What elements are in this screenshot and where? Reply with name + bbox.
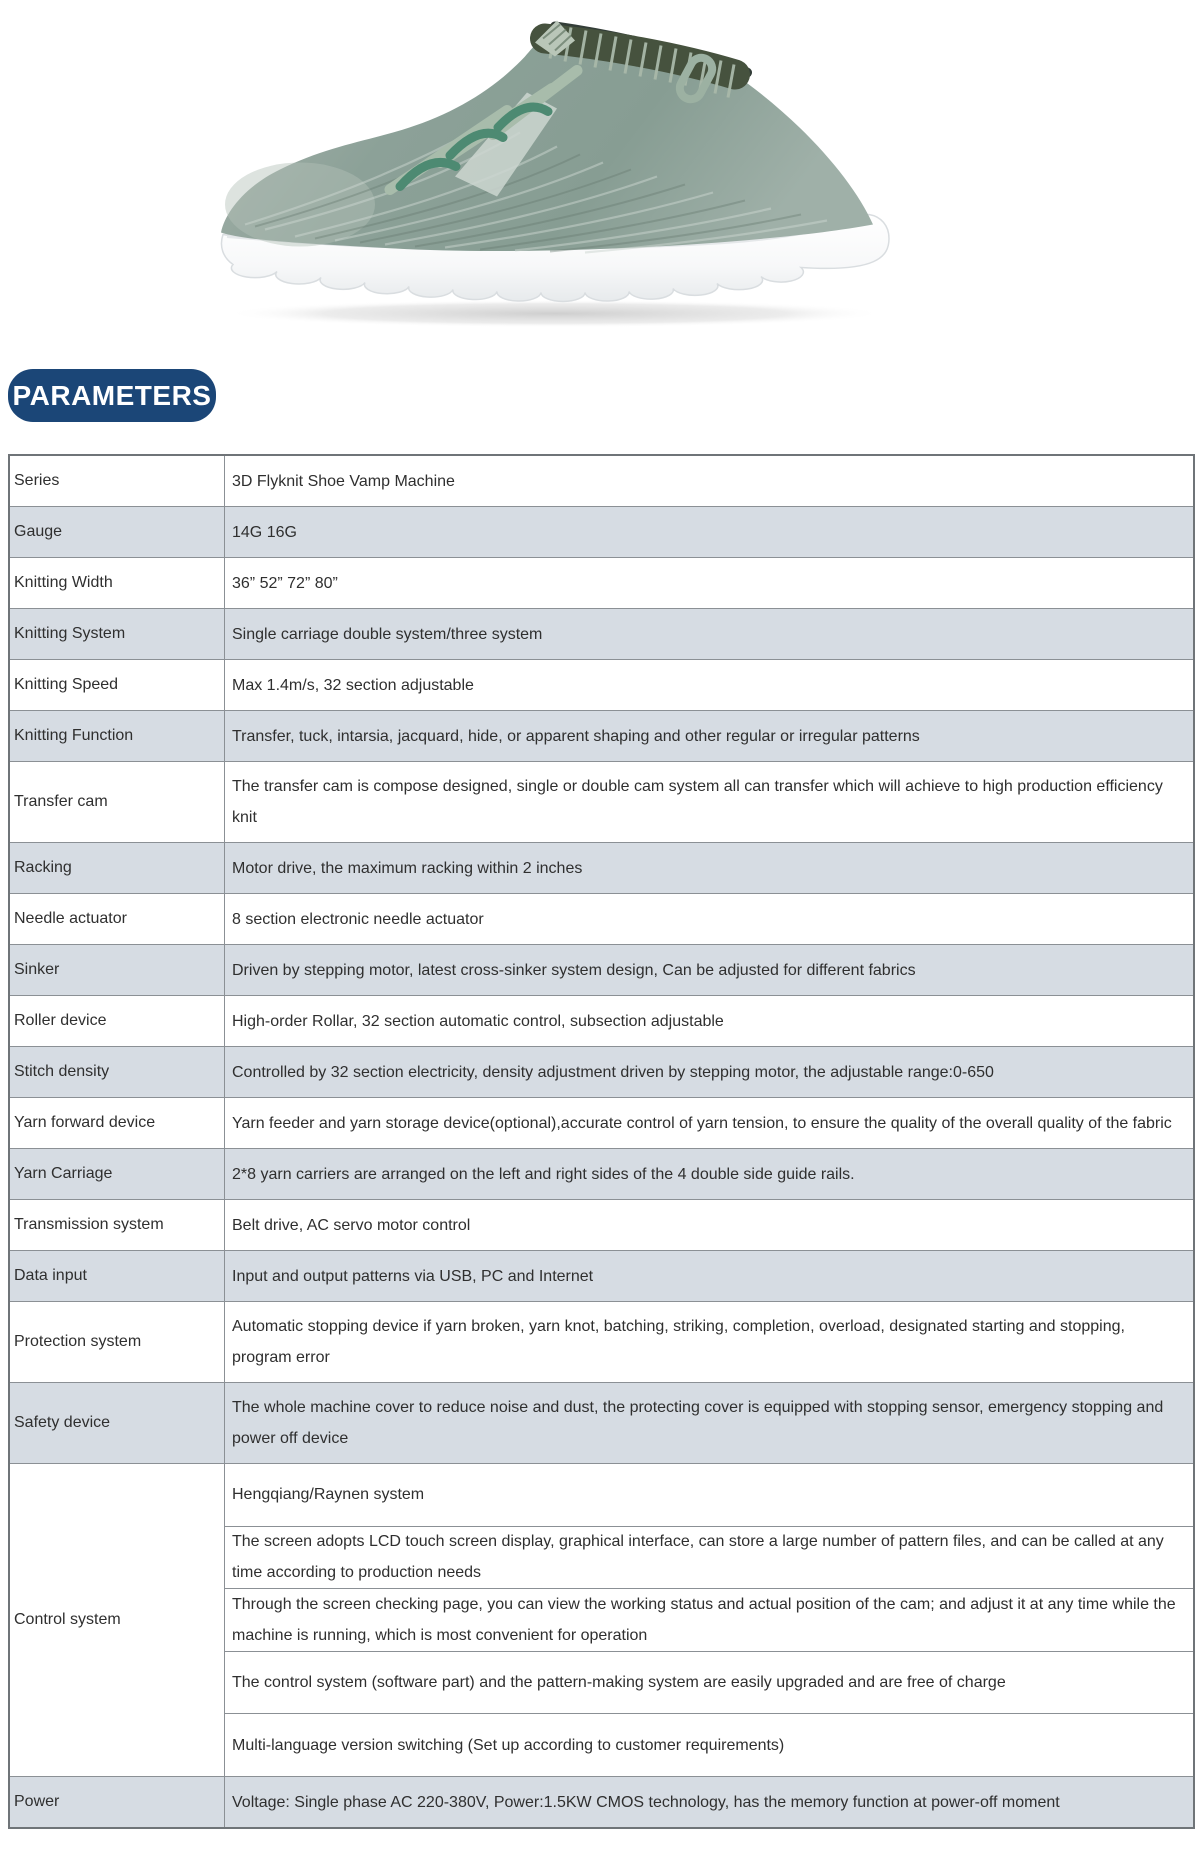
spec-values	[225, 1302, 1193, 1382]
table-row	[10, 558, 1193, 609]
spec-label: Yarn Carriage	[10, 1149, 225, 1199]
spec-value: Automatic stopping device if yarn broken, yarn knot, batching, striking, completion, overload, designated starting and stopping, program error	[232, 1318, 1125, 1366]
spec-label: Data input	[10, 1251, 225, 1301]
spec-label: Needle actuator	[10, 894, 225, 944]
spec-value: 3D Flyknit Shoe Vamp Machine	[232, 472, 455, 490]
spec-label: Series	[10, 456, 225, 506]
table-row	[10, 996, 1193, 1047]
spec-value: Driven by stepping motor, latest cross-sinker system design, Can be adjusted for different fabrics	[232, 961, 916, 979]
spec-values	[225, 1098, 1193, 1148]
spec-value: High-order Rollar, 32 section automatic control, subsection adjustable	[232, 1012, 724, 1030]
spec-label: Racking	[10, 843, 225, 893]
spec-value: 36” 52” 72” 80”	[232, 574, 338, 592]
spec-label: Roller device	[10, 996, 225, 1046]
spec-label: Knitting System	[10, 609, 225, 659]
spec-value: Through the screen checking page, you can view the working status and actual position of the cam; and adjust it at any time while the machine is running, which is most convenient for operation	[225, 1588, 1193, 1651]
spec-label: Transfer cam	[10, 762, 225, 842]
spec-values	[225, 1464, 1193, 1776]
spec-value: The screen adopts LCD touch screen display, graphical interface, can store a large number of pattern files, and can be called at any time according to production needs	[225, 1526, 1193, 1589]
spec-value: Max 1.4m/s, 32 section adjustable	[232, 676, 474, 694]
spec-label: Sinker	[10, 945, 225, 995]
table-row	[10, 660, 1193, 711]
spec-value: The whole machine cover to reduce noise and dust, the protecting cover is equipped with stopping sensor, emergency stopping and power off device	[232, 1399, 1164, 1447]
shoe-shadow	[225, 300, 885, 328]
table-row	[10, 1200, 1193, 1251]
spec-values	[225, 660, 1193, 710]
spec-values	[225, 456, 1193, 506]
table-row	[10, 843, 1193, 894]
spec-values	[225, 507, 1193, 557]
parameters-badge-label: PARAMETERS	[12, 379, 212, 411]
spec-label: Knitting Function	[10, 711, 225, 761]
table-row	[10, 456, 1193, 507]
spec-value: 2*8 yarn carriers are arranged on the left and right sides of the 4 double side guide rails.	[232, 1165, 855, 1183]
parameters-table	[8, 454, 1195, 1829]
table-row	[10, 762, 1193, 843]
spec-values	[225, 894, 1193, 944]
spec-value: Controlled by 32 section electricity, density adjustment driven by stepping motor, the adjustable range:0-650	[232, 1063, 994, 1081]
table-row	[10, 507, 1193, 558]
spec-label: Knitting Speed	[10, 660, 225, 710]
spec-value: Motor drive, the maximum racking within 2 inches	[232, 859, 583, 877]
table-row	[10, 711, 1193, 762]
spec-value: Hengqiang/Raynen system	[232, 1486, 425, 1504]
table-row	[10, 1098, 1193, 1149]
table-row	[10, 1047, 1193, 1098]
table-row	[10, 945, 1193, 996]
spec-value: 8 section electronic needle actuator	[232, 910, 484, 928]
spec-value: Single carriage double system/three system	[232, 625, 543, 643]
spec-label: Transmission system	[10, 1200, 225, 1250]
spec-values	[225, 1777, 1193, 1827]
table-row	[10, 1464, 1193, 1777]
spec-value: The transfer cam is compose designed, single or double cam system all can transfer which will achieve to high production efficiency knit	[232, 778, 1163, 826]
spec-value: Belt drive, AC servo motor control	[232, 1216, 471, 1234]
spec-values	[225, 1149, 1193, 1199]
spec-label: Stitch density	[10, 1047, 225, 1097]
spec-values	[225, 1251, 1193, 1301]
spec-values	[225, 945, 1193, 995]
spec-values	[225, 1047, 1193, 1097]
spec-label: Protection system	[10, 1302, 225, 1382]
spec-value: 14G 16G	[232, 523, 297, 541]
spec-values	[225, 996, 1193, 1046]
spec-label: Safety device	[10, 1383, 225, 1463]
table-row	[10, 894, 1193, 945]
parameters-badge	[8, 369, 216, 422]
table-row	[10, 1383, 1193, 1464]
spec-label: Knitting Width	[10, 558, 225, 608]
spec-values	[225, 843, 1193, 893]
product-photo	[205, 12, 905, 337]
spec-label: Gauge	[10, 507, 225, 557]
spec-values	[225, 1383, 1193, 1463]
sneaker-illustration	[205, 12, 905, 337]
spec-value: The control system (software part) and the pattern-making system are easily upgraded and are free of charge	[225, 1651, 1193, 1714]
spec-label: Yarn forward device	[10, 1098, 225, 1148]
spec-values	[225, 558, 1193, 608]
spec-label: Power	[10, 1777, 225, 1827]
spec-value: Voltage: Single phase AC 220-380V, Power:1.5KW CMOS technology, has the memory function at power-off moment	[232, 1793, 1060, 1811]
spec-values	[225, 711, 1193, 761]
table-row	[10, 609, 1193, 660]
spec-values	[225, 1200, 1193, 1250]
spec-values	[225, 609, 1193, 659]
spec-value: Multi-language version switching (Set up according to customer requirements)	[225, 1713, 1193, 1776]
table-row	[10, 1149, 1193, 1200]
spec-values	[225, 762, 1193, 842]
spec-label: Control system	[10, 1464, 225, 1776]
spec-value: Transfer, tuck, intarsia, jacquard, hide, or apparent shaping and other regular or irregular patterns	[232, 727, 920, 745]
table-row	[10, 1777, 1193, 1827]
spec-value: Input and output patterns via USB, PC and Internet	[232, 1267, 594, 1285]
table-row	[10, 1302, 1193, 1383]
spec-value: Yarn feeder and yarn storage device(optional),accurate control of yarn tension, to ensure the quality of the overall quality of the fabric	[232, 1114, 1172, 1132]
table-row	[10, 1251, 1193, 1302]
